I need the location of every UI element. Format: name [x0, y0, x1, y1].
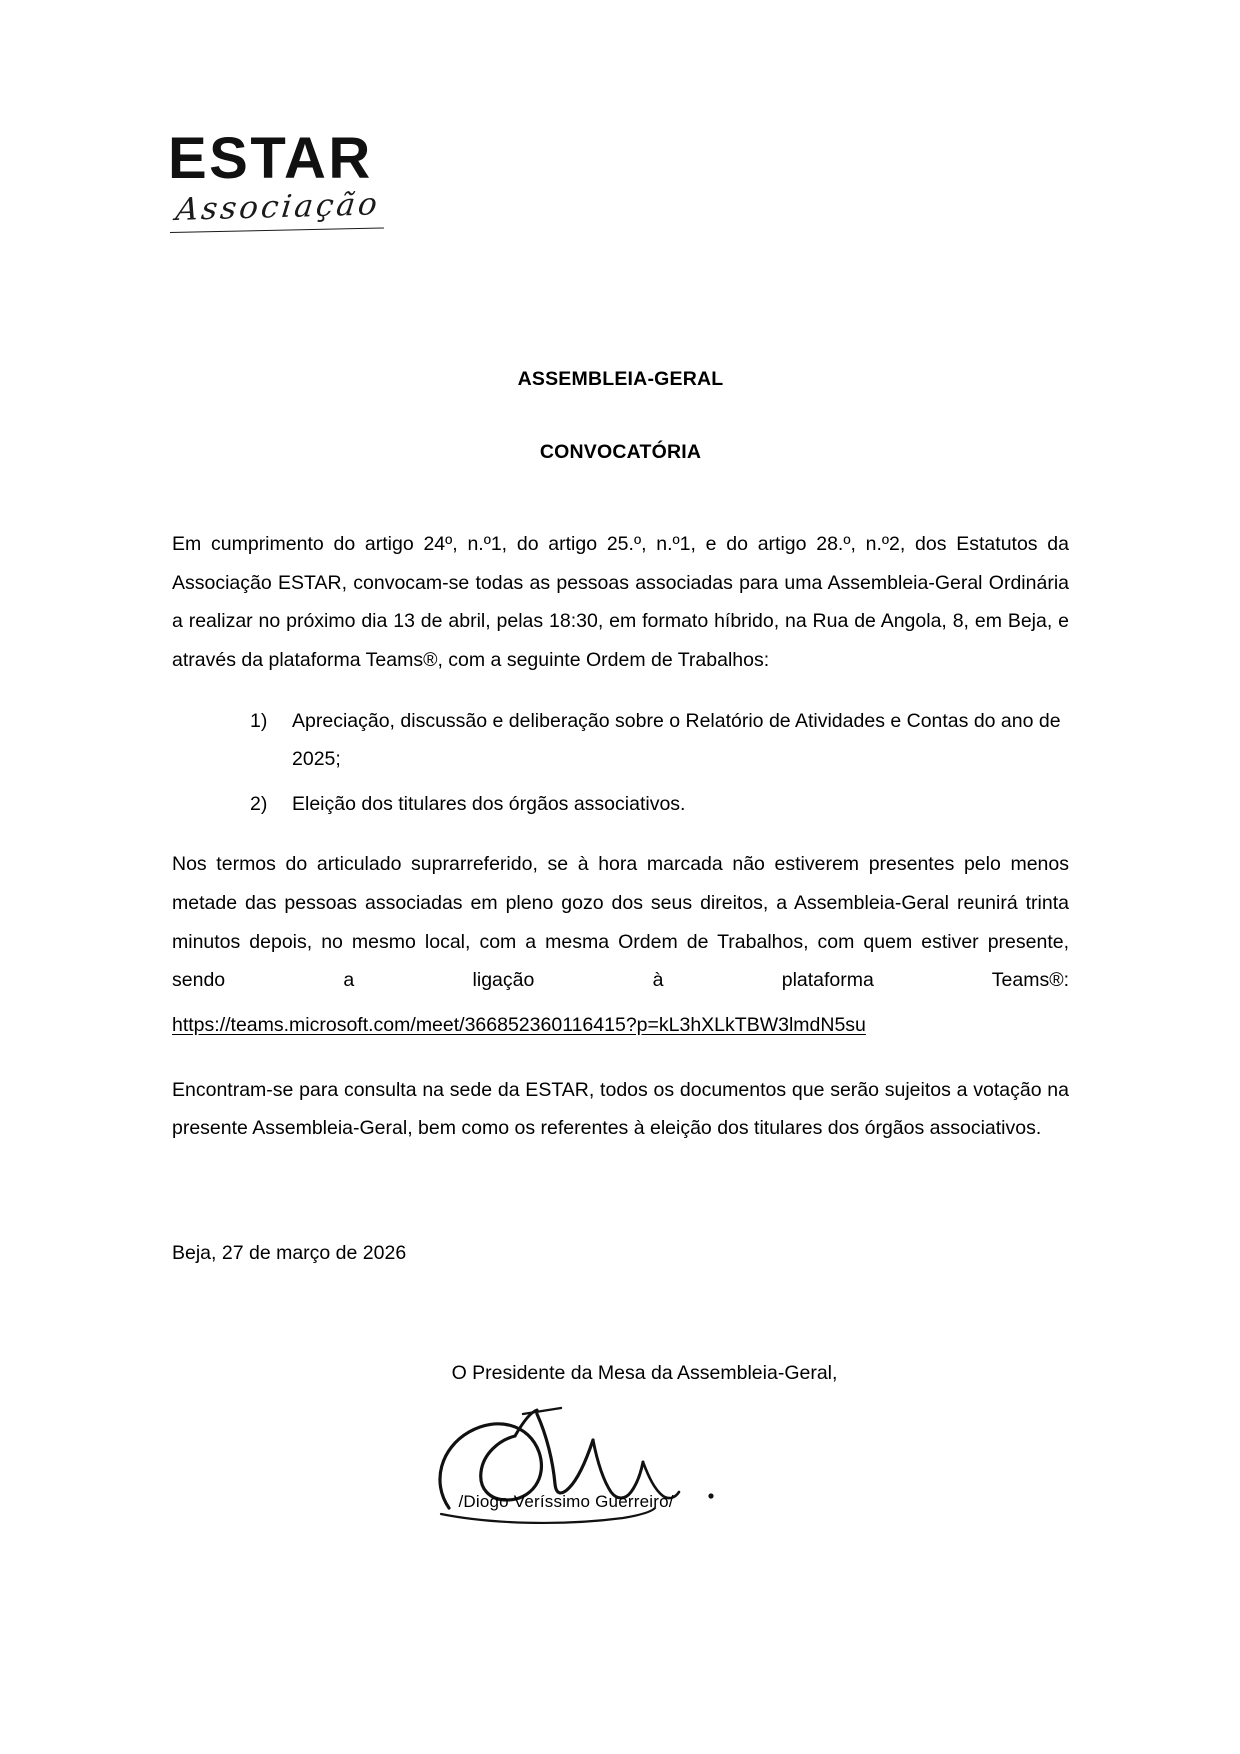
paragraph-intro: Em cumprimento do artigo 24º, n.º1, do artigo 25.º, n.º1, e do artigo 28.º, n.º2, dos Estatutos da Associação ESTAR, convocam-se todas as pessoas associadas para uma Assembleia-Geral Ordinária a realizar no próximo dia 13 de abril, pelas 18:30, em formato híbrido, na Rua de Angola, 8, em Beja, e através da plataforma Teams®, com a seguinte Ordem de Trabalhos:: [172, 533, 1069, 672]
signer-name: /Diogo Veríssimo Guerreiro/: [458, 1492, 674, 1512]
logo-script-underline-icon: [170, 228, 384, 233]
estar-logo: [168, 126, 468, 240]
agenda-item-1: Apreciação, discussão e deliberação sobre o Relatório de Atividades e Contas do ano de 2025;: [292, 709, 1061, 771]
paragraph-quorum: Nos termos do articulado suprarreferido, se à hora marcada não estiverem presentes pelo menos metade das pessoas associadas em pleno gozo dos seus direitos, a Assembleia-Geral reunirá trinta minutos depois, no mesmo local, com a mesma Ordem de Trabalhos, com quem estiver presente, sendo a ligação à plataforma Teams®:: [172, 853, 1069, 992]
logo-script-wrap: [168, 186, 468, 240]
paragraph-documents: Encontram-se para consulta na sede da ESTAR, todos os documentos que serão sujeitos a votação na presente Assembleia-Geral, bem como os referentes à eleição dos titulares dos órgãos associativos.: [172, 1078, 1069, 1140]
logo-script-text: Associação: [173, 186, 382, 228]
signature-block: [172, 1355, 1069, 1528]
document-body: [172, 360, 1069, 1272]
page-title: ASSEMBLEIA-GERAL: [517, 368, 724, 390]
logo-wordmark: ESTAR: [168, 126, 373, 191]
document-subtitle: CONVOCATÓRIA: [539, 440, 702, 463]
teams-meeting-link[interactable]: https://teams.microsoft.com/meet/366852360116415?p=kL3hXLkTBW3lmdN5su: [172, 1013, 866, 1036]
meeting-link-line: [172, 1006, 1069, 1045]
signature-role-title: O Presidente da Mesa da Assembleia-Geral,: [451, 1362, 838, 1384]
signature-area: [411, 1396, 831, 1528]
agenda-list: [172, 702, 1069, 824]
place-and-date: Beja, 27 de março de 2026: [172, 1241, 407, 1264]
agenda-item-2: Eleição dos titulares dos órgãos associativos.: [292, 792, 686, 815]
